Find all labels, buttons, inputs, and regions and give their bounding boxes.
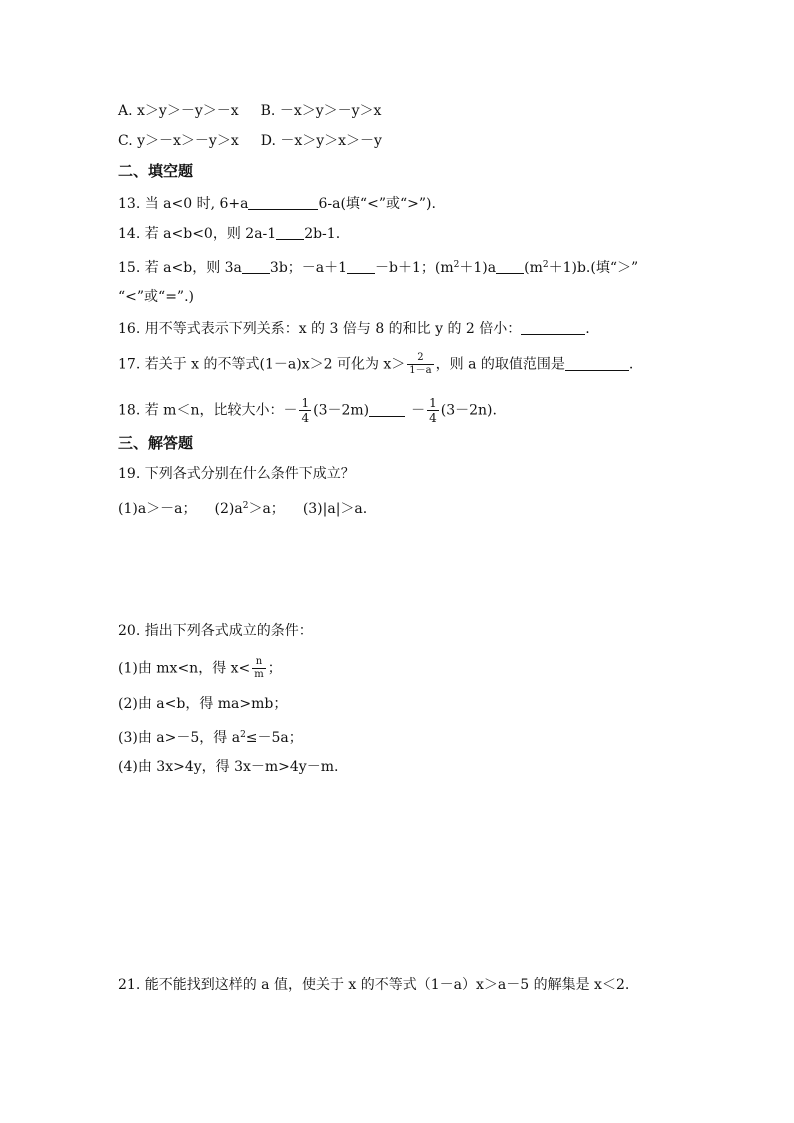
fraction: $\frac{1}{4}$ [301,396,310,425]
answer-blank[interactable] [276,225,304,240]
fraction: $\frac{1}{4}$ [429,396,437,425]
answer-blank[interactable] [242,259,270,274]
answer-blank[interactable] [369,402,405,417]
question-17: 17. 若关于 x 的不等式(1－a)x＞2 可化为 x＞ $\frac{2}{1-a}$ ，则 a 的取值范围是 . [118,352,634,376]
question-19-parts: (1)a＞－a； $(2)a^2>a$； (3)|a|＞a. [118,501,368,517]
question-20-part-4: (4)由 3x>4y，得 3x－m>4y－m. [118,759,339,775]
question-15: 15. 若 a<b，则 3a 3b；－a＋1 －b＋1；$(m^2+1)a$ $(m^2+1)b$.(填“＞” [118,260,639,276]
answer-blank[interactable] [347,259,375,274]
option-a: A. x＞y＞－y＞－x [118,103,239,119]
question-15-note: “<”或“=”.) [118,289,195,305]
section-heading-solve: 三、解答题 [118,434,194,452]
answer-blank[interactable] [496,259,524,274]
question-18: 18. 若 m＜n，比较大小：－ $\frac{1}{4}$ (3－2m) － $\frac{1}{4}$ (3－2n). [118,396,497,425]
section-heading-fill-blank: 二、填空题 [118,162,194,180]
question-21: 21. 能不能找到这样的 a 值，使关于 x 的不等式（1－a）x＞a－5 的解集是 x＜2. [118,977,630,993]
option-d: D. －x＞y＞x＞－y [260,133,382,149]
question-20-part-1: (1)由 mx<n，得 x< $\frac{n}{m}$ ； [118,656,282,680]
fraction: $\frac{2}{1-a}$ [409,352,432,376]
answer-blank[interactable] [521,320,585,335]
question-16: 16. 用不等式表示下列关系：x 的 3 倍与 8 的和比 y 的 2 倍小： . [118,321,590,337]
question-19-title: 19. 下列各式分别在什么条件下成立？ [118,466,355,482]
question-20-title: 20. 指出下列各式成立的条件： [118,623,313,639]
option-b: B. －x＞y＞－y＞x [260,103,382,119]
answer-blank[interactable] [565,356,629,371]
option-c: C. y＞－x＞－y＞x [118,133,239,149]
answer-blank[interactable] [248,195,318,210]
question-14: 14. 若 a<b<0，则 2a-1 2b-1. [118,226,341,242]
question-13: 13. 当 a<0 时, 6+a 6-a(填“<”或“>”). [118,196,436,212]
options-cd [118,132,382,150]
question-20-part-2: (2)由 a<b，得 ma>mb； [118,696,288,712]
options-ab [118,102,381,120]
question-20-part-3: (3)由 a>－5，得 $a^2\le-5a$； [118,730,303,746]
fraction: $\frac{n}{m}$ [254,656,264,680]
